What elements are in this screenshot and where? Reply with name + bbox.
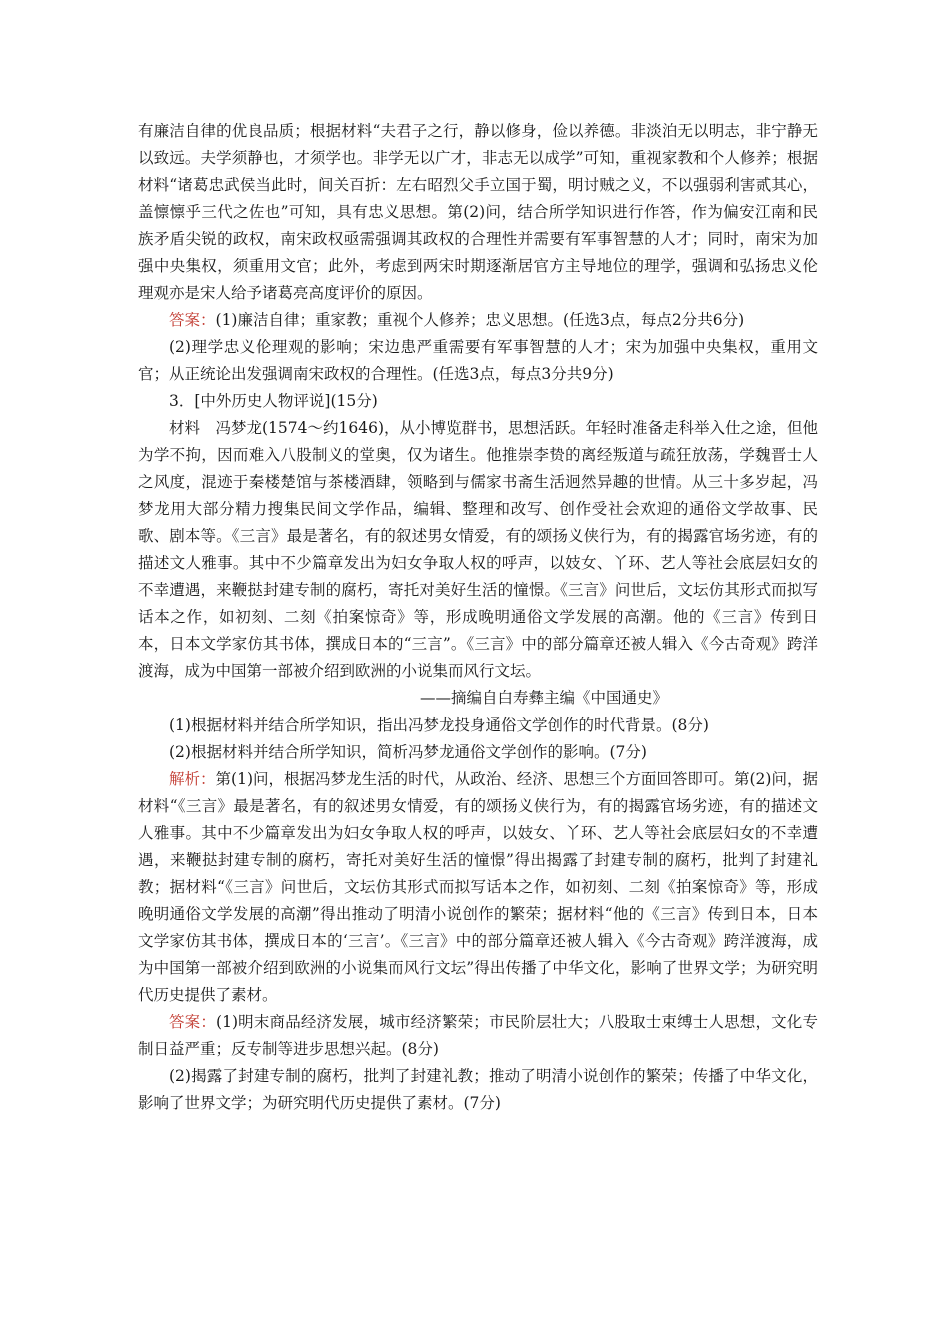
q3-material: 材料 冯梦龙(1574～约1646)，从小博览群书，思想活跃。年轻时准备走科举入仕之途，但他为学不拘，因而难入八股制义的堂奥，仅为诸生。他推崇李贽的离经叛道与疏狂放荡，学魏晋士人之风度，混迹于秦楼楚馆与茶楼酒肆，领略到与儒家书斋生活迥然异趣的世情。从三十多岁起，冯梦龙用大部分精力搜集民间文学作品，编辑、整理和改写、创作受社会欢迎的通俗文学故事、民歌、剧本等。《三言》最是著名，有的叙述男女情爱，有的颂扬义侠行为，有的揭露官场劣迹，有的描述文人雅事。其中不少篇章发出为妇女争取人权的呼声，以妓女、丫环、艺人等社会底层妇女的不幸遭遇，来鞭挞封建专制的腐朽，寄托对美好生活的憧憬。《三言》问世后，文坛仿其形式而拟写话本之作，如初刻、二刻《拍案惊奇》等，形成晚明通俗文学发展的高潮。他的《三言》传到日本，日本文学家仿其书体，撰成日本的“三言”。《三言》中的部分篇章还被人辑入《今古奇观》跨洋渡海，成为中国第一部被介绍到欧洲的小说集而风行文坛。: [138, 419, 818, 680]
q3-answer-2: (2)揭露了封建专制的腐朽，批判了封建礼教；推动了明清小说创作的繁荣；传播了中华文化，影响了世界文学；为研究明代历史提供了素材。(7分): [138, 1067, 818, 1112]
q3-heading: 3．[中外历史人物评说](15分): [169, 392, 378, 410]
q2-analysis-tail: 有廉洁自律的优良品质；根据材料“夫君子之行，静以修身，俭以养德。非淡泊无以明志，非宁静无以致远。夫学须静也，才须学也。非学无以广才，非志无以成学”可知，重视家教和个人修养；根据材料“诸葛忠武侯当此时，间关百折：左右昭烈父手立国于蜀，明讨贼之义，不以强弱利害贰其心，盖懔懔乎三代之佐也”可知，具有忠义思想。第(2)问，结合所学知识进行作答，作为偏安江南和民族矛盾尖锐的政权，南宋政权亟需强调其政权的合理性并需要有军事智慧的人才；同时，南宋为加强中央集权，须重用文官；此外，考虑到两宋时期逐渐居官方主导地位的理学，强调和弘扬忠义伦理观亦是宋人给予诸葛亮高度评价的原因。: [138, 122, 818, 302]
q3-analysis: [138, 766, 818, 1009]
q3-answer-1: [138, 1009, 818, 1063]
answer-text: (1)廉洁自律；重家教；重视个人修养；忠义思想。(任选3点，每点2分共6分): [215, 311, 745, 329]
q2-answer-part2: (2)理学忠义伦理观的影响；宋边患严重需要有军事智慧的人才；宋为加强中央集权，重用文官；从正统论出发强调南宋政权的合理性。(任选3点，每点3分共9分): [138, 338, 818, 383]
answer-text: (1)明末商品经济发展，城市经济繁荣；市民阶层壮大；八股取士束缚士人思想，文化专制日益严重；反专制等进步思想兴起。(8分): [138, 1013, 818, 1058]
answer-label: 答案：: [169, 311, 216, 329]
q3-question-2: (2)根据材料并结合所学知识，简析冯梦龙通俗文学创作的影响。(7分): [169, 743, 647, 761]
q2-answer-part1: [138, 307, 818, 334]
analysis-text: 第(1)问，根据冯梦龙生活的时代，从政治、经济、思想三个方面回答即可。第(2)问，据材料“《三言》最是著名，有的叙述男女情爱，有的颂扬义侠行为，有的揭露官场劣迹，有的描述文人雅事。其中不少篇章发出为妇女争取人权的呼声，以妓女、丫环、艺人等社会底层妇女的不幸遭遇，来鞭挞封建专制的腐朽，寄托对美好生活的憧憬”得出揭露了封建专制的腐朽，批判了封建礼教；据材料“《三言》问世后，文坛仿其形式而拟写话本之作，如初刻、二刻《拍案惊奇》等，形成晚明通俗文学发展的高潮”得出推动了明清小说创作的繁荣；据材料“他的《三言》传到日本，日本文学家仿其书体，撰成日本的‘三言’。《三言》中的部分篇章还被人辑入《今古奇观》跨洋渡海，成为中国第一部被介绍到欧洲的小说集而风行文坛”得出传播了中华文化，影响了世界文学；为研究明代历史提供了素材。: [138, 770, 818, 1004]
answer-label: 答案：: [169, 1013, 217, 1031]
q3-source: ——摘编自白寿彝主编《中国通史》: [419, 689, 668, 707]
document-page: [138, 118, 818, 1117]
q3-question-1: (1)根据材料并结合所学知识，指出冯梦龙投身通俗文学创作的时代背景。(8分): [169, 716, 709, 734]
analysis-label: 解析：: [169, 770, 216, 788]
